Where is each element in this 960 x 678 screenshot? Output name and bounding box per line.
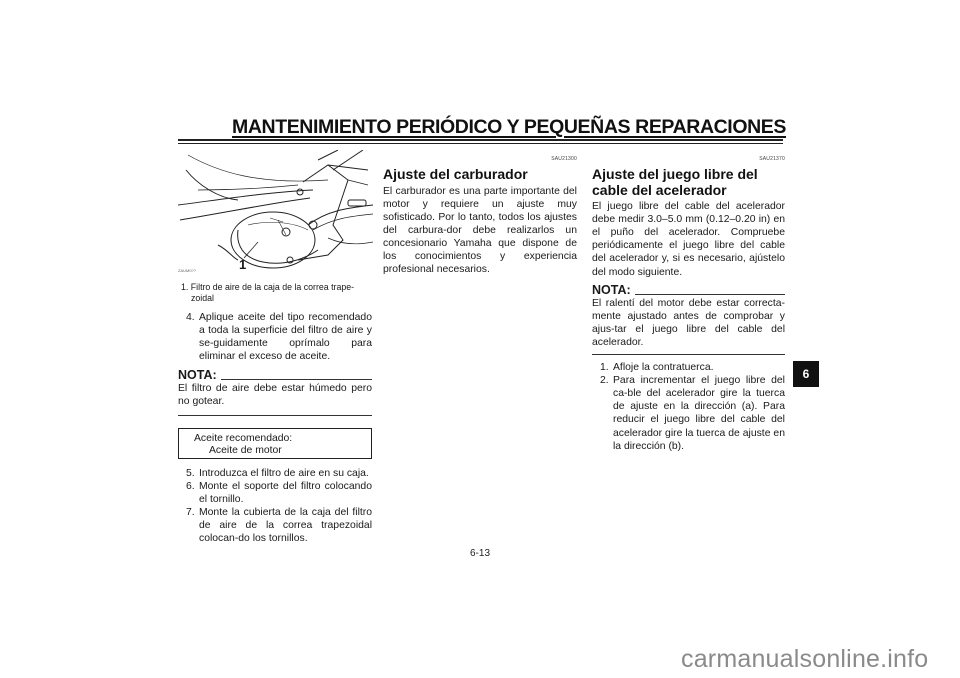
nota-label: NOTA:: [178, 368, 217, 383]
chapter-tab: 6: [793, 361, 819, 387]
nota-rule: [635, 294, 785, 295]
nota-header: [592, 284, 785, 297]
list-item: 1. Afloje la contratuerca.: [600, 362, 714, 374]
section-heading: Ajuste del juego libre del cable del acelerador: [592, 166, 758, 198]
recommended-oil-box: [178, 428, 372, 459]
list-item: 4. Aplique aceite del tipo recomendado a toda la superficie del filtro de aire y se-guidamente oprímalo para eliminar el exceso de aceite.: [186, 312, 372, 363]
list-item: 2. Para incrementar el juego libre del ca-ble del acelerador gire la tuerca de ajuste en la dirección (a). Para reducir el juego libre del cable del acelerador gire la tuerca de ajuste en la dirección (b).: [600, 375, 785, 452]
list-item: 7. Monte la cubierta de la caja del filtro de aire de la correa trapezoidal colocan-do los tornillos.: [186, 506, 372, 545]
nota-end-rule: [592, 354, 785, 355]
header-rule-thick: [178, 139, 783, 141]
callout-number: 1: [239, 257, 247, 272]
nota-header: [178, 369, 372, 382]
list-item: 6. Monte el soporte del filtro colocando el tornillo.: [186, 480, 372, 505]
nota-text: El filtro de aire debe estar húmedo pero no gotear.: [178, 383, 372, 408]
recommended-oil-value: Aceite de motor: [209, 445, 282, 457]
watermark: carmanualsonline.info: [681, 645, 929, 673]
steps-list: [592, 361, 785, 453]
figure-code: ZAUM0??: [178, 268, 197, 273]
section-heading: Ajuste del carburador: [383, 166, 528, 183]
header-rule-thin: [178, 143, 783, 144]
figure-caption: 1. Filtro de aire de la caja de la correa trape- zoidal: [181, 282, 355, 303]
right-column: [592, 153, 785, 453]
steps-list-a: [178, 311, 372, 363]
steps-list-b: [178, 467, 372, 546]
middle-column: [383, 153, 577, 276]
section-body: El juego libre del cable del acelerador debe medir 3.0–5.0 mm (0.12–0.20 in) en el puño del acelerador. Compruebe periódicamente el juego libre del cable del acelerador y, si es necesario, ajústelo del modo siguiente.: [592, 201, 785, 278]
recommended-oil-label: Aceite recomendado:: [194, 432, 293, 444]
nota-rule: [221, 379, 372, 380]
nota-text: El ralentí del motor debe estar correcta-mente ajustado antes de comprobar y ajus-tar el juego libre del cable del acelerador.: [592, 297, 785, 348]
nota-label: NOTA:: [592, 282, 631, 297]
page-number: 6-13: [469, 548, 490, 559]
reference-code: SAU21370: [759, 156, 785, 162]
nota-end-rule: [178, 415, 372, 416]
section-body: El carburador es una parte importante del motor y requiere un ajuste muy sofisticado. Por lo tanto, todos los ajustes del carbura-dor debe realizarlos un concesionario Yamaha que dispone de los conocimientos y experiencia profesional necesarios.: [383, 185, 577, 276]
left-column: [178, 282, 372, 545]
page-title: MANTENIMIENTO PERIÓDICO Y PEQUEÑAS REPARACIONES: [231, 116, 786, 138]
reference-code: SAU21300: [551, 156, 577, 162]
list-item: 5. Introduzca el filtro de aire en su caja.: [186, 467, 369, 479]
air-filter-illustration: [178, 150, 378, 272]
